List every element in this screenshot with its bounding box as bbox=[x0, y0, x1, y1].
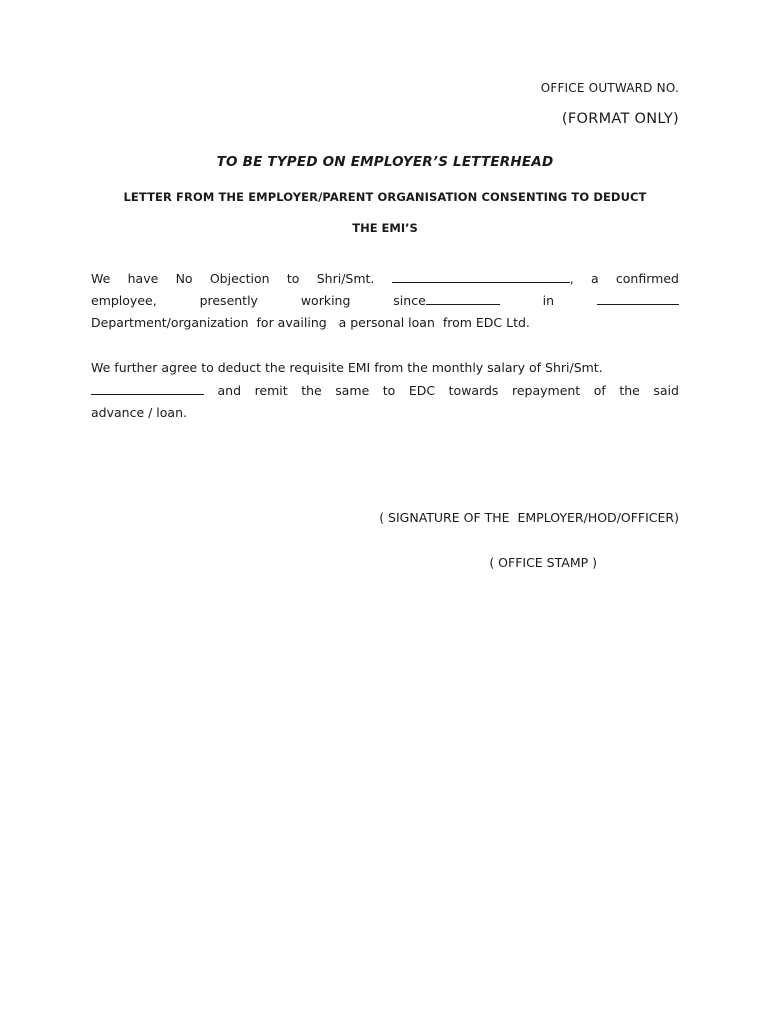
word: remit bbox=[254, 383, 288, 398]
word: employee, bbox=[91, 293, 157, 308]
word: We bbox=[91, 271, 111, 286]
word: presently bbox=[199, 293, 258, 308]
word: same bbox=[335, 383, 370, 398]
paragraph2-line3 bbox=[91, 402, 679, 424]
paragraph2-line1 bbox=[91, 357, 679, 379]
word: the bbox=[301, 383, 322, 398]
word: of bbox=[593, 383, 606, 398]
employee-name-blank bbox=[392, 270, 570, 283]
since-group bbox=[393, 290, 499, 312]
word: in bbox=[542, 293, 555, 308]
paragraph1-line2 bbox=[91, 290, 679, 312]
word: confirmed bbox=[615, 271, 679, 286]
word: to bbox=[286, 271, 300, 286]
word: Shri/Smt. bbox=[316, 271, 375, 286]
word: Objection bbox=[209, 271, 270, 286]
paragraph1-line1 bbox=[91, 268, 679, 290]
word: a bbox=[590, 271, 599, 286]
department-blank bbox=[597, 292, 679, 305]
word: said bbox=[653, 383, 679, 398]
letterhead-instruction: TO BE TYPED ON EMPLOYER’S LETTERHEAD bbox=[216, 154, 554, 170]
word: to bbox=[382, 383, 396, 398]
word: and bbox=[217, 383, 242, 398]
word: since bbox=[393, 293, 426, 308]
signature-label: ( SIGNATURE OF THE EMPLOYER/HOD/OFFICER) bbox=[379, 510, 679, 525]
word: , bbox=[569, 271, 574, 286]
format-only-label: (FORMAT ONLY) bbox=[561, 111, 679, 127]
word: No bbox=[175, 271, 193, 286]
subject-line-2: THE EMI’S bbox=[352, 221, 418, 235]
text: Department/organization for availing a personal loan from EDC Ltd. bbox=[91, 315, 530, 330]
paragraph2-line2 bbox=[91, 380, 679, 402]
since-date-blank bbox=[426, 292, 500, 305]
word: repayment bbox=[511, 383, 581, 398]
word: the bbox=[619, 383, 640, 398]
salary-name-blank bbox=[91, 382, 204, 395]
word: towards bbox=[448, 383, 499, 398]
employee-name-blank-group bbox=[392, 268, 574, 290]
text: advance / loan. bbox=[91, 405, 187, 420]
office-outward-number: OFFICE OUTWARD NO. bbox=[540, 81, 679, 95]
text: We further agree to deduct the requisite EMI from the monthly salary of Shri/Smt. bbox=[91, 360, 603, 375]
paragraph1-line3 bbox=[91, 312, 679, 334]
word: working bbox=[300, 293, 351, 308]
office-stamp-label: ( OFFICE STAMP ) bbox=[489, 555, 597, 570]
subject-line-1: LETTER FROM THE EMPLOYER/PARENT ORGANISATION CONSENTING TO DEDUCT bbox=[123, 190, 647, 204]
word: EDC bbox=[408, 383, 436, 398]
word: have bbox=[127, 271, 159, 286]
